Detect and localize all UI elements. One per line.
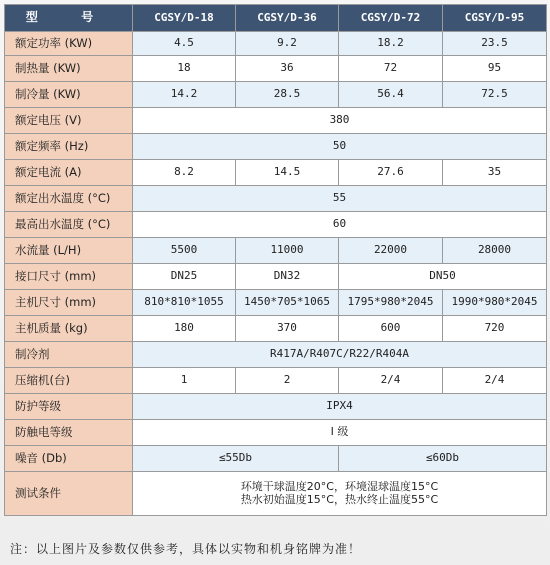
cell-value: 35 bbox=[443, 160, 547, 186]
row-label: 额定频率 (Hz) bbox=[5, 134, 133, 160]
cell-value: 4.5 bbox=[133, 32, 236, 56]
cell-value: 1795*980*2045 bbox=[339, 290, 443, 316]
table-row bbox=[5, 472, 547, 516]
cell-value: 14.5 bbox=[236, 160, 339, 186]
table-row bbox=[5, 134, 547, 160]
row-label: 主机尺寸 (mm) bbox=[5, 290, 133, 316]
cell-value: 720 bbox=[443, 316, 547, 342]
cell-value: 5500 bbox=[133, 238, 236, 264]
cell-value: ≤60Db bbox=[339, 446, 547, 472]
cell-value: 60 bbox=[133, 212, 547, 238]
spec-table bbox=[4, 4, 547, 516]
cell-value: 1990*980*2045 bbox=[443, 290, 547, 316]
model-header: CGSY/D-95 bbox=[443, 5, 547, 32]
table-row bbox=[5, 186, 547, 212]
cell-value: 22000 bbox=[339, 238, 443, 264]
cell-value: 28000 bbox=[443, 238, 547, 264]
cell-value: 55 bbox=[133, 186, 547, 212]
test-condition-line: 热水初始温度15°C，热水终止温度55°C bbox=[240, 492, 439, 506]
cell-value: 8.2 bbox=[133, 160, 236, 186]
table-row bbox=[5, 420, 547, 446]
cell-value: 95 bbox=[443, 56, 547, 82]
row-label: 压缩机(台) bbox=[5, 368, 133, 394]
table-row bbox=[5, 32, 547, 56]
table-row bbox=[5, 212, 547, 238]
cell-value: 2/4 bbox=[443, 368, 547, 394]
cell-value: DN25 bbox=[133, 264, 236, 290]
cell-value: 1450*705*1065 bbox=[236, 290, 339, 316]
header-row bbox=[5, 5, 547, 32]
table-row bbox=[5, 290, 547, 316]
model-header-label: 型 号 bbox=[5, 5, 133, 32]
row-label: 水流量 (L/H) bbox=[5, 238, 133, 264]
cell-value: DN32 bbox=[236, 264, 339, 290]
row-label: 噪音 (Db) bbox=[5, 446, 133, 472]
cell-value: 9.2 bbox=[236, 32, 339, 56]
table-row bbox=[5, 446, 547, 472]
disclaimer-note: 注：以上图片及参数仅供参考，具体以实物和机身铭牌为准！ bbox=[10, 542, 362, 556]
cell-value: 27.6 bbox=[339, 160, 443, 186]
cell-value: 18.2 bbox=[339, 32, 443, 56]
row-label: 制冷量 (KW) bbox=[5, 82, 133, 108]
cell-value: ≤55Db bbox=[133, 446, 339, 472]
table-row bbox=[5, 316, 547, 342]
test-conditions bbox=[133, 472, 547, 516]
cell-value: 380 bbox=[133, 108, 547, 134]
table-row bbox=[5, 264, 547, 290]
cell-value: 1 bbox=[133, 368, 236, 394]
row-label: 制冷剂 bbox=[5, 342, 133, 368]
table-row bbox=[5, 394, 547, 420]
cell-value: 180 bbox=[133, 316, 236, 342]
row-label: 主机质量 (kg) bbox=[5, 316, 133, 342]
table-row bbox=[5, 160, 547, 186]
row-label: 接口尺寸 (mm) bbox=[5, 264, 133, 290]
cell-value: 600 bbox=[339, 316, 443, 342]
model-header: CGSY/D-18 bbox=[133, 5, 236, 32]
cell-value: 2/4 bbox=[339, 368, 443, 394]
test-condition-line: 环境干球温度20°C，环境湿球温度15°C bbox=[240, 479, 439, 493]
model-header: CGSY/D-36 bbox=[236, 5, 339, 32]
row-label: 额定电流 (A) bbox=[5, 160, 133, 186]
cell-value: 370 bbox=[236, 316, 339, 342]
row-label: 防护等级 bbox=[5, 394, 133, 420]
row-label: 防触电等级 bbox=[5, 420, 133, 446]
cell-value: 50 bbox=[133, 134, 547, 160]
cell-value: 18 bbox=[133, 56, 236, 82]
cell-value: 56.4 bbox=[339, 82, 443, 108]
model-header: CGSY/D-72 bbox=[339, 5, 443, 32]
cell-value: DN50 bbox=[339, 264, 547, 290]
cell-value: 2 bbox=[236, 368, 339, 394]
row-label: 额定电压 (V) bbox=[5, 108, 133, 134]
cell-value: R417A/R407C/R22/R404A bbox=[133, 342, 547, 368]
cell-value: 72 bbox=[339, 56, 443, 82]
table-row bbox=[5, 238, 547, 264]
cell-value: 28.5 bbox=[236, 82, 339, 108]
cell-value: 810*810*1055 bbox=[133, 290, 236, 316]
row-label: 制热量 (KW) bbox=[5, 56, 133, 82]
cell-value: IPX4 bbox=[133, 394, 547, 420]
table-row bbox=[5, 56, 547, 82]
cell-value: 72.5 bbox=[443, 82, 547, 108]
table-row bbox=[5, 368, 547, 394]
table-row bbox=[5, 342, 547, 368]
cell-value: 14.2 bbox=[133, 82, 236, 108]
row-label: 最高出水温度 (°C) bbox=[5, 212, 133, 238]
cell-value: 36 bbox=[236, 56, 339, 82]
row-label: 额定出水温度 (°C) bbox=[5, 186, 133, 212]
row-label: 额定功率 (KW) bbox=[5, 32, 133, 56]
cell-value: 23.5 bbox=[443, 32, 547, 56]
cell-value: 11000 bbox=[236, 238, 339, 264]
row-label: 测试条件 bbox=[5, 472, 133, 516]
cell-value: I 级 bbox=[133, 420, 547, 446]
table-row bbox=[5, 82, 547, 108]
table-row bbox=[5, 108, 547, 134]
